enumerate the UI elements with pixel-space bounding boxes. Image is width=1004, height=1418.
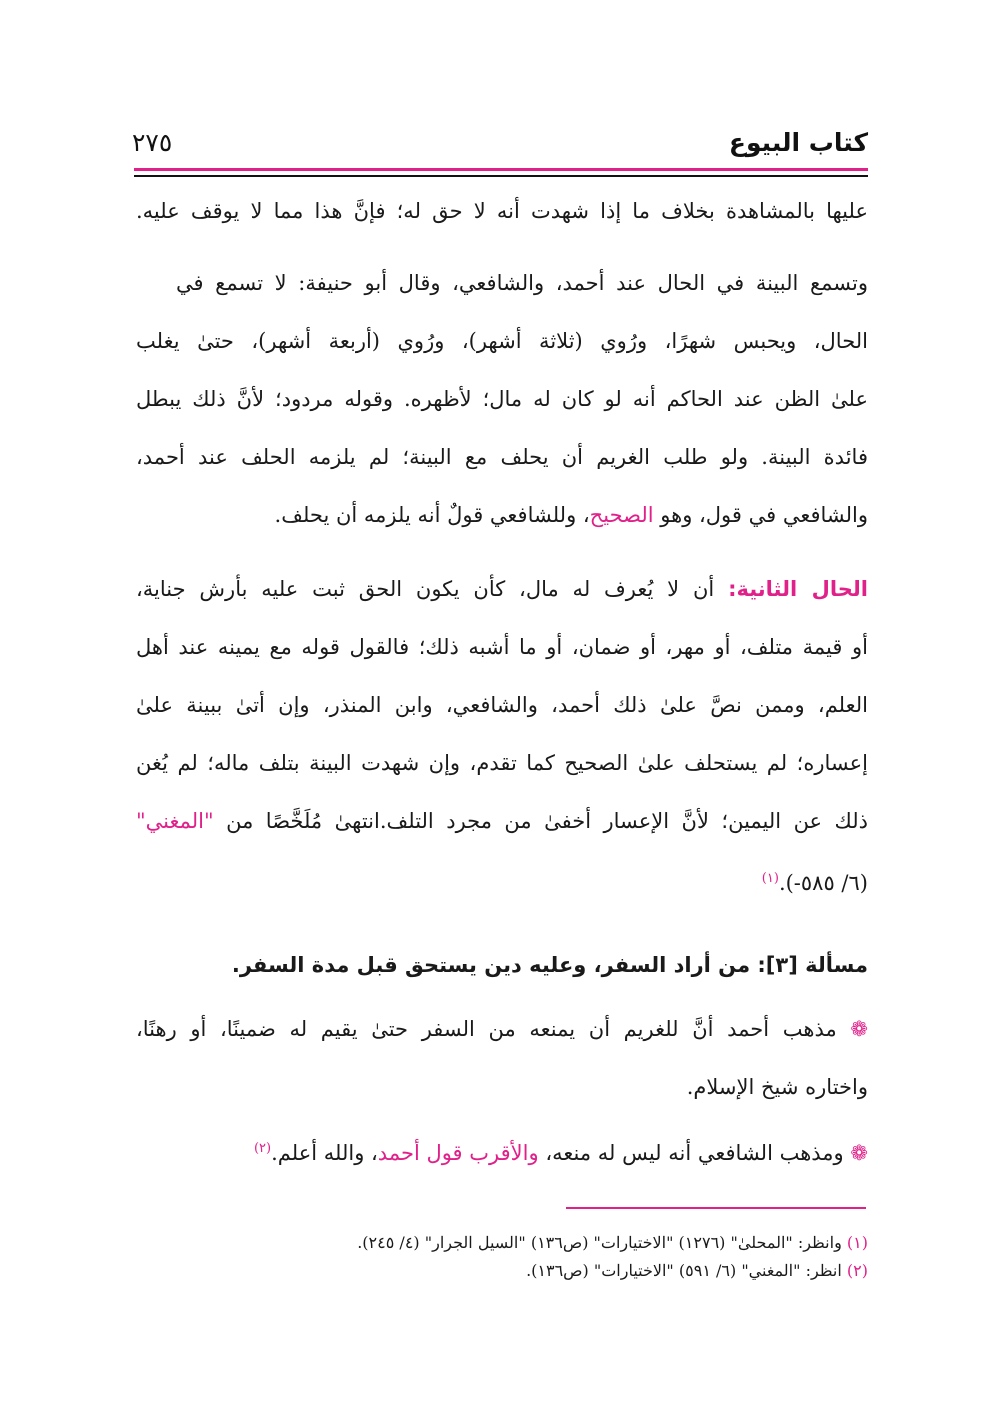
- page-number: ٢٧٥: [132, 128, 173, 157]
- issue-heading: مسألة [٣]: من أراد السفر، وعليه دين يستحق قبل مدة السفر.: [231, 953, 868, 977]
- footnote-number: (١): [846, 1233, 868, 1252]
- footnote-marker: (٢): [253, 1141, 272, 1156]
- footnote-marker: (١): [761, 871, 779, 886]
- source-reference: "المغني": [136, 809, 214, 833]
- header-rule-magenta: [134, 168, 868, 171]
- highlighted-term: الصحيح: [589, 503, 654, 527]
- body-line: واختاره شيخ الإسلام.: [686, 1075, 868, 1099]
- highlighted-term: والأقرب قول أحمد: [377, 1141, 539, 1165]
- body-line: [136, 574, 868, 606]
- text-run: والشافعي في قول، وهو: [660, 503, 868, 527]
- text-run: (٦/ ٥٨٥-).: [778, 871, 868, 895]
- text-run: أن لا يُعرف له مال، كأن يكون الحق ثبت عليه بأرش جناية،: [136, 577, 715, 601]
- body-line: وتسمع البينة في الحال عند أحمد، والشافعي، وقال أبو حنيفة: لا تسمع في: [176, 271, 868, 295]
- footnote-number: (٢): [846, 1261, 868, 1280]
- body-line: [136, 1134, 868, 1166]
- body-line: الحال، ويحبس شهرًا، ورُوي (ثلاثة أشهر)، ورُوي (أربعة أشهر)، حتىٰ يغلب: [136, 329, 868, 353]
- body-line: أو قيمة متلف، أو مهر، أو ضمان، أو ما أشبه ذلك؛ فالقول قوله مع يمينه عند أهل: [136, 635, 868, 659]
- footnote: [136, 1230, 868, 1256]
- footnote-separator: [566, 1207, 866, 1209]
- body-line: إعساره؛ لم يستحلف علىٰ الصحيح كما تقدم، وإن شهدت البينة بتلف ماله؛ لم يُغن: [136, 751, 868, 775]
- footnote: [136, 1258, 868, 1284]
- body-line: [136, 806, 868, 838]
- footnote-text: انظر: "المغني" (٦/ ٥٩١) "الاختيارات" (ص١٣٦).: [526, 1261, 842, 1280]
- body-line: فائدة البينة. ولو طلب الغريم أن يحلف مع البينة؛ لم يلزمه الحلف عند أحمد،: [136, 445, 868, 469]
- body-line: [136, 500, 868, 532]
- body-line: [136, 864, 868, 896]
- flower-bullet-icon: ❁: [850, 1017, 868, 1041]
- chapter-title: كتاب البيوع: [728, 128, 868, 157]
- header-rule-black: [134, 175, 868, 177]
- body-line: عليها بالمشاهدة بخلاف ما إذا شهدت أنه لا حق له؛ فإنَّ هذا مما لا يوقف عليه.: [136, 199, 868, 223]
- text-run: ومذهب الشافعي أنه ليس له منعه،: [545, 1141, 844, 1165]
- text-run: ، والله أعلم.: [271, 1141, 378, 1165]
- text-run: ، وللشافعي قولٌ أنه يلزمه أن يحلف.: [274, 503, 590, 527]
- flower-bullet-icon: ❁: [850, 1141, 868, 1165]
- section-label: الحال الثانية:: [728, 577, 868, 601]
- body-line: علىٰ الظن عند الحاكم أنه لو كان له مال؛ لأظهره. وقوله مردود؛ لأنَّ ذلك يبطل: [136, 387, 868, 411]
- body-line: [136, 1014, 868, 1046]
- body-line: العلم، وممن نصَّ علىٰ ذلك أحمد، والشافعي، وابن المنذر، وإن أتىٰ ببينة علىٰ: [136, 693, 868, 717]
- text-run: مذهب أحمد أنَّ للغريم أن يمنعه من السفر حتىٰ يقيم له ضمينًا، أو رهنًا،: [136, 1017, 837, 1041]
- footnote-text: وانظر: "المحلىٰ" (١٢٧٦) "الاختيارات" (ص١٣٦) "السيل الجرار" (٤/ ٢٤٥).: [357, 1233, 842, 1252]
- text-run: ذلك عن اليمين؛ لأنَّ الإعسار أخفىٰ من مجرد التلف.انتهىٰ مُلَخَّصًا من: [226, 809, 868, 833]
